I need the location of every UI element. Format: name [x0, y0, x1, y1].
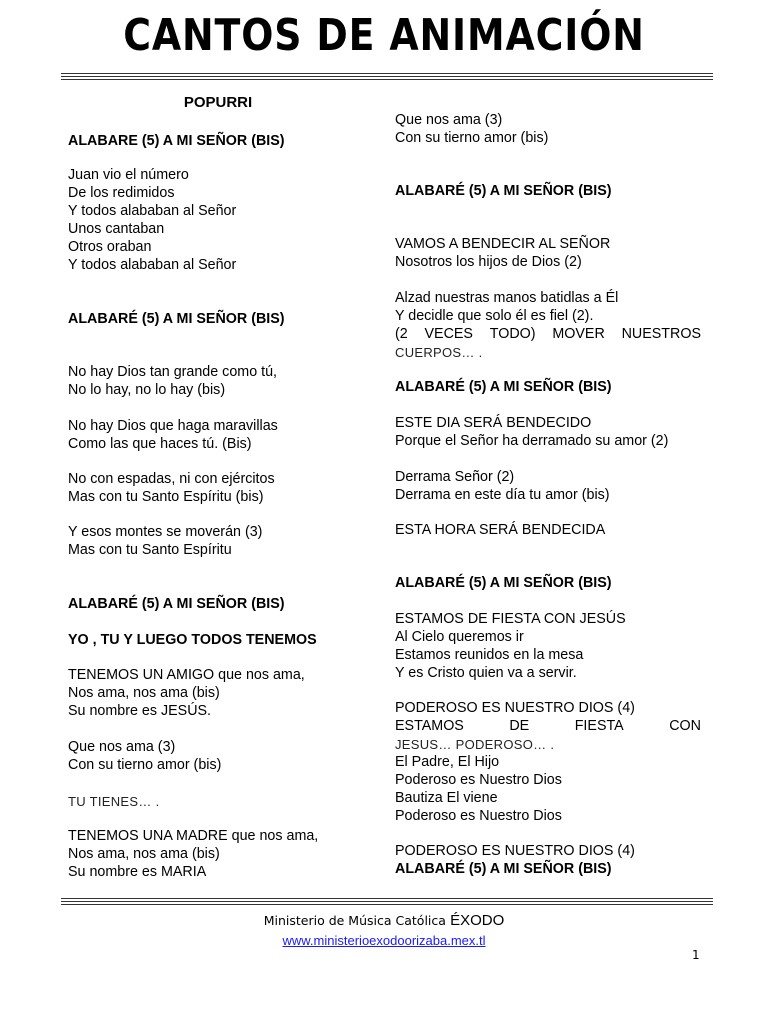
- lyric-line: Nosotros los hijos de Dios (2): [395, 254, 582, 270]
- lyric-line: PODEROSO ES NUESTRO DIOS (4): [395, 843, 635, 859]
- word: CON: [669, 718, 701, 734]
- ministry-label: Ministerio de Música Católica: [263, 913, 446, 928]
- word: (2: [395, 326, 408, 342]
- word: ESTAMOS: [395, 718, 464, 734]
- lyric-line: Porque el Señor ha derramado su amor (2): [395, 433, 669, 449]
- lyric-line: Y decidle que solo él es fiel (2).: [395, 308, 594, 324]
- lyric-line: TENEMOS UNA MADRE que nos ama,: [68, 828, 319, 844]
- lyric-line: No hay Dios tan grande como tú,: [68, 364, 278, 380]
- lyric-justified-line: [395, 326, 701, 344]
- page-number: 1: [692, 948, 700, 962]
- lyric-justified-line: [395, 718, 701, 736]
- header-rule-bottom: [61, 79, 713, 80]
- ministry-name: ÉXODO: [450, 912, 505, 929]
- lyric-line: Y es Cristo quien va a servir.: [395, 665, 577, 681]
- lyric-line: TENEMOS UN AMIGO que nos ama,: [68, 667, 305, 683]
- header-rule-top: [61, 73, 713, 74]
- lyric-line: Poderoso es Nuestro Dios: [395, 808, 562, 824]
- lyric-line: Mas con tu Santo Espíritu: [68, 542, 232, 558]
- lyric-line: Mas con tu Santo Espíritu (bis): [68, 489, 264, 505]
- footer-rule-mid: [61, 901, 713, 902]
- ministry-website-link[interactable]: www.ministerioexodoorizaba.mex.tl: [282, 933, 486, 948]
- lyric-line: Y esos montes se moverán (3): [68, 524, 263, 540]
- word: TODO): [489, 326, 536, 342]
- footer-rule-bottom: [61, 904, 713, 905]
- lyric-line: El Padre, El Hijo: [395, 754, 500, 770]
- lyric-line: Como las que haces tú. (Bis): [68, 436, 252, 452]
- lyric-line: Nos ama, nos ama (bis): [68, 685, 220, 701]
- footer-ministry: [0, 912, 768, 930]
- lyric-line: De los redimidos: [68, 185, 175, 201]
- lyric-line: Alzad nuestras manos batidlas a Él: [395, 290, 619, 306]
- lyric-cue: CUERPOS… .: [395, 345, 483, 360]
- lyric-line: Poderoso es Nuestro Dios: [395, 772, 562, 788]
- lyric-line: ESTE DIA SERÁ BENDECIDO: [395, 415, 592, 431]
- lyric-line: Juan vio el número: [68, 167, 189, 183]
- lyric-chorus: ALABARÉ (5) A MI SEÑOR (BIS): [395, 575, 612, 591]
- lyric-line: ESTAMOS DE FIESTA CON JESÚS: [395, 611, 626, 627]
- footer-link-row: [0, 932, 768, 950]
- lyric-line: No hay Dios que haga maravillas: [68, 418, 278, 434]
- lyric-line: Que nos ama (3): [395, 112, 503, 128]
- lyric-line: Unos cantaban: [68, 221, 165, 237]
- lyric-line: ESTA HORA SERÁ BENDECIDA: [395, 522, 606, 538]
- page-title: CANTOS DE ANIMACIÓN: [123, 10, 645, 61]
- lyric-line: Que nos ama (3): [68, 739, 176, 755]
- lyric-line: VAMOS A BENDECIR AL SEÑOR: [395, 236, 611, 252]
- lyric-line: Otros oraban: [68, 239, 152, 255]
- lyric-chorus: ALABARÉ (5) A MI SEÑOR (BIS): [395, 379, 612, 395]
- lyric-chorus: ALABARÉ (5) A MI SEÑOR (BIS): [395, 861, 612, 877]
- lyric-line: Su nombre es MARIA: [68, 864, 207, 880]
- lyric-line: Su nombre es JESÚS.: [68, 703, 212, 719]
- lyric-line: Derrama Señor (2): [395, 469, 515, 485]
- header-rule-mid: [61, 76, 713, 77]
- lyric-chorus: ALABARÉ (5) A MI SEÑOR (BIS): [395, 183, 612, 199]
- word: FIESTA: [574, 718, 624, 734]
- lyric-line: Bautiza El viene: [395, 790, 498, 806]
- lyric-line: Al Cielo queremos ir: [395, 629, 524, 645]
- lyric-cue: TU TIENES… .: [68, 794, 160, 809]
- word: NUESTROS: [621, 326, 701, 342]
- lyric-line: No lo hay, no lo hay (bis): [68, 382, 226, 398]
- lyric-line: PODEROSO ES NUESTRO DIOS (4): [395, 700, 635, 716]
- section-heading: POPURRI: [183, 94, 253, 111]
- lyric-line: Estamos reunidos en la mesa: [395, 647, 584, 663]
- lyric-line: No con espadas, ni con ejércitos: [68, 471, 275, 487]
- lyric-chorus: ALABARÉ (5) A MI SEÑOR (BIS): [68, 311, 285, 327]
- lyric-chorus: ALABARÉ (5) A MI SEÑOR (BIS): [68, 596, 285, 612]
- lyric-line: Con su tierno amor (bis): [395, 130, 549, 146]
- lyric-line: Nos ama, nos ama (bis): [68, 846, 220, 862]
- lyric-line: Y todos alababan al Señor: [68, 257, 237, 273]
- lyric-line: Derrama en este día tu amor (bis): [395, 487, 610, 503]
- word: MOVER: [552, 326, 605, 342]
- lyric-line: Con su tierno amor (bis): [68, 757, 222, 773]
- word: DE: [509, 718, 530, 734]
- word: VECES: [424, 326, 473, 342]
- lyric-cue: JESUS… PODEROSO… .: [395, 737, 555, 752]
- footer-rule-top: [61, 898, 713, 899]
- lyric-chorus: YO , TU Y LUEGO TODOS TENEMOS: [68, 632, 317, 648]
- lyric-chorus: ALABARE (5) A MI SEÑOR (BIS): [68, 133, 285, 149]
- lyric-line: Y todos alababan al Señor: [68, 203, 237, 219]
